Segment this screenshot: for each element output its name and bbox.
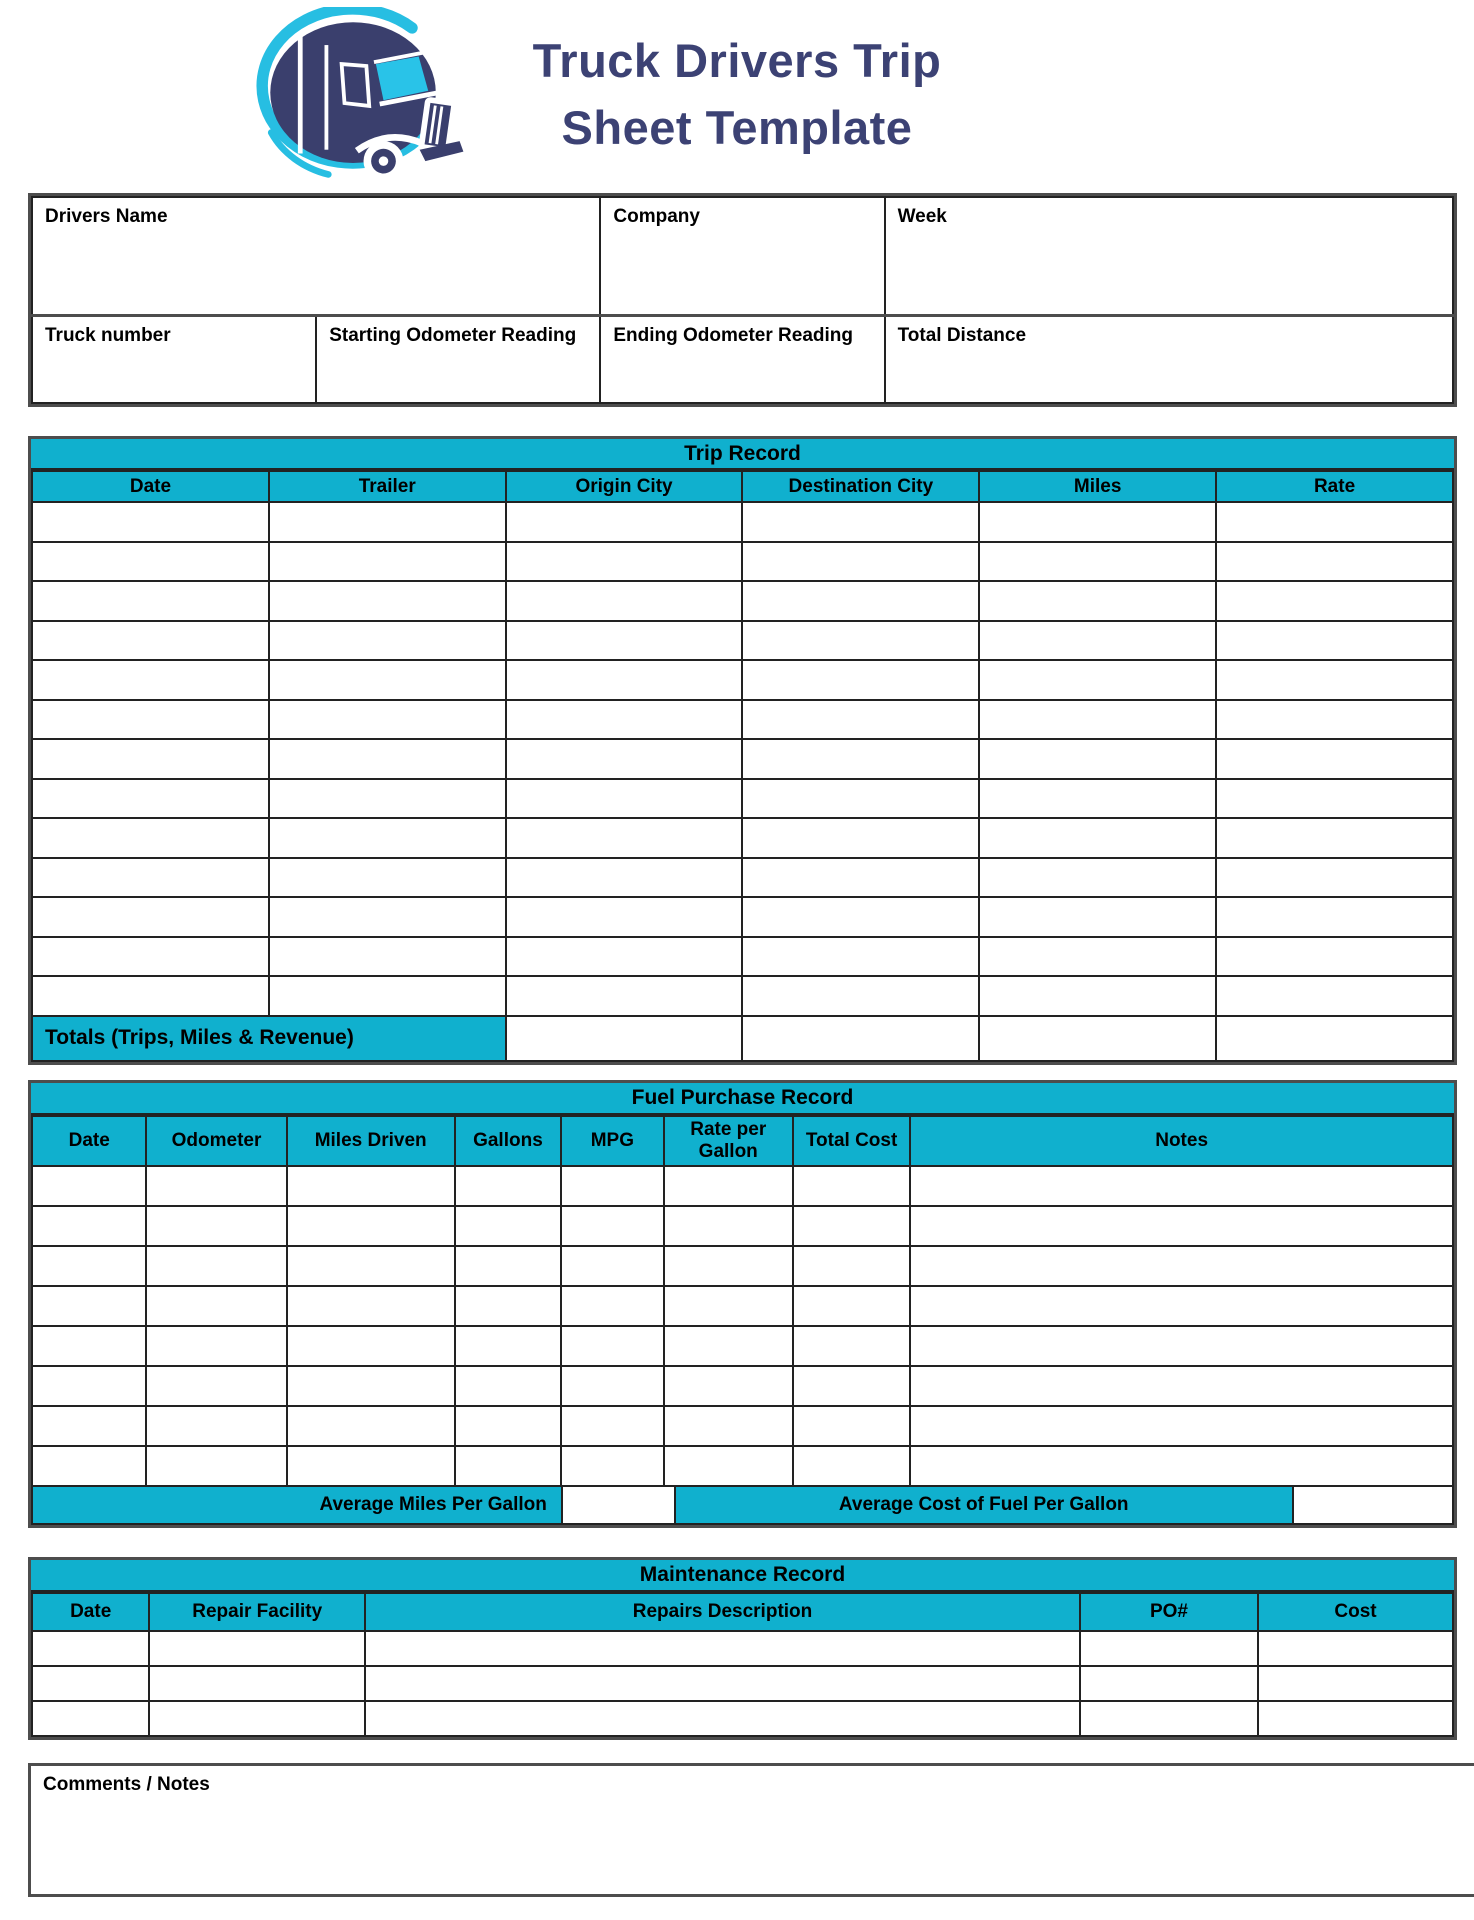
empty-cell[interactable] bbox=[287, 1286, 455, 1326]
empty-cell[interactable] bbox=[1216, 581, 1453, 621]
comments-notes-label: Comments / Notes bbox=[43, 1774, 210, 1795]
empty-cell[interactable] bbox=[664, 1406, 793, 1446]
empty-cell[interactable] bbox=[506, 542, 743, 582]
empty-cell[interactable] bbox=[664, 1286, 793, 1326]
driver-info-table bbox=[28, 193, 1457, 407]
empty-cell[interactable] bbox=[269, 779, 506, 819]
empty-cell[interactable] bbox=[32, 1286, 146, 1326]
empty-cell[interactable] bbox=[32, 1206, 146, 1246]
empty-cell[interactable] bbox=[664, 1206, 793, 1246]
empty-cell[interactable] bbox=[146, 1326, 286, 1366]
empty-cell[interactable] bbox=[742, 542, 979, 582]
starting-odometer-label: Starting Odometer Reading bbox=[329, 324, 577, 346]
empty-cell[interactable] bbox=[455, 1206, 561, 1246]
drivers-name-field[interactable] bbox=[32, 197, 600, 315]
page-title-line2: Sheet Template bbox=[561, 101, 913, 154]
empty-cell[interactable] bbox=[979, 1016, 1216, 1061]
empty-cell[interactable] bbox=[269, 739, 506, 779]
col-header-miles-driven: Miles Driven bbox=[287, 1116, 455, 1166]
total-distance-label: Total Distance bbox=[897, 324, 1027, 346]
empty-cell[interactable] bbox=[910, 1446, 1453, 1486]
empty-cell[interactable] bbox=[979, 818, 1216, 858]
empty-cell[interactable] bbox=[32, 1166, 146, 1206]
empty-cell[interactable] bbox=[32, 1246, 146, 1286]
empty-cell[interactable] bbox=[979, 581, 1216, 621]
empty-cell[interactable] bbox=[1216, 502, 1453, 542]
empty-cell[interactable] bbox=[561, 1206, 663, 1246]
empty-cell[interactable] bbox=[146, 1286, 286, 1326]
empty-cell[interactable] bbox=[742, 1016, 979, 1061]
col-header-trailer: Trailer bbox=[269, 471, 506, 502]
avg-fuel-cost-label: Average Cost of Fuel Per Gallon bbox=[676, 1487, 1292, 1523]
empty-cell[interactable] bbox=[742, 700, 979, 740]
table-row bbox=[32, 1366, 1453, 1406]
empty-cell[interactable] bbox=[146, 1206, 286, 1246]
col-header-mpg: MPG bbox=[561, 1116, 663, 1166]
col-header-rate: Rate bbox=[1216, 471, 1453, 502]
empty-cell[interactable] bbox=[365, 1701, 1080, 1736]
empty-cell[interactable] bbox=[1216, 700, 1453, 740]
empty-cell[interactable] bbox=[506, 581, 743, 621]
empty-cell[interactable] bbox=[506, 739, 743, 779]
empty-cell[interactable] bbox=[561, 1166, 663, 1206]
empty-cell[interactable] bbox=[146, 1446, 286, 1486]
table-row bbox=[32, 858, 1453, 898]
empty-cell[interactable] bbox=[365, 1666, 1080, 1701]
empty-cell[interactable] bbox=[664, 1166, 793, 1206]
empty-cell[interactable] bbox=[32, 700, 269, 740]
empty-cell[interactable] bbox=[32, 660, 269, 700]
table-row bbox=[32, 315, 1453, 403]
empty-cell[interactable] bbox=[32, 542, 269, 582]
empty-cell[interactable] bbox=[979, 700, 1216, 740]
empty-cell[interactable] bbox=[1216, 818, 1453, 858]
empty-cell[interactable] bbox=[1080, 1666, 1258, 1701]
table-row bbox=[32, 542, 1453, 582]
table-row bbox=[32, 1666, 1453, 1701]
empty-cell[interactable] bbox=[32, 937, 269, 977]
empty-cell[interactable] bbox=[32, 976, 269, 1016]
col-header-date: Date bbox=[32, 1593, 149, 1631]
col-header-cost: Cost bbox=[1258, 1593, 1453, 1631]
empty-cell[interactable] bbox=[742, 581, 979, 621]
empty-cell[interactable] bbox=[506, 976, 743, 1016]
fuel-purchase-table bbox=[28, 1080, 1457, 1528]
empty-cell[interactable] bbox=[561, 1406, 663, 1446]
empty-cell[interactable] bbox=[146, 1246, 286, 1286]
empty-cell[interactable] bbox=[455, 1366, 561, 1406]
empty-cell[interactable] bbox=[455, 1246, 561, 1286]
comments-notes-field[interactable] bbox=[28, 1763, 1474, 1897]
empty-cell[interactable] bbox=[1216, 1016, 1453, 1061]
page-title-line1: Truck Drivers Trip bbox=[532, 34, 942, 88]
empty-cell[interactable] bbox=[506, 1016, 743, 1061]
empty-cell[interactable] bbox=[32, 1406, 146, 1446]
empty-cell[interactable] bbox=[979, 897, 1216, 937]
empty-cell[interactable] bbox=[1216, 897, 1453, 937]
empty-cell[interactable] bbox=[742, 660, 979, 700]
empty-cell[interactable] bbox=[979, 976, 1216, 1016]
empty-cell[interactable] bbox=[793, 1326, 910, 1366]
table-row bbox=[32, 700, 1453, 740]
empty-cell[interactable] bbox=[1216, 779, 1453, 819]
empty-cell[interactable] bbox=[664, 1326, 793, 1366]
table-row bbox=[32, 1206, 1453, 1246]
empty-cell[interactable] bbox=[269, 897, 506, 937]
table-row bbox=[32, 1286, 1453, 1326]
empty-cell[interactable] bbox=[793, 1366, 910, 1406]
empty-cell[interactable] bbox=[1216, 858, 1453, 898]
table-row bbox=[32, 897, 1453, 937]
empty-cell[interactable] bbox=[1216, 976, 1453, 1016]
trip-record-title: Trip Record bbox=[31, 439, 1454, 470]
col-header-destination-city: Destination City bbox=[742, 471, 979, 502]
empty-cell[interactable] bbox=[742, 818, 979, 858]
fuel-header-row bbox=[32, 1116, 1453, 1166]
col-header-odometer: Odometer bbox=[146, 1116, 286, 1166]
empty-cell[interactable] bbox=[979, 660, 1216, 700]
empty-cell[interactable] bbox=[910, 1206, 1453, 1246]
empty-cell[interactable] bbox=[910, 1406, 1453, 1446]
empty-cell[interactable] bbox=[146, 1406, 286, 1446]
empty-cell[interactable] bbox=[32, 581, 269, 621]
empty-cell[interactable] bbox=[561, 1366, 663, 1406]
empty-cell[interactable] bbox=[269, 581, 506, 621]
empty-cell[interactable] bbox=[1258, 1701, 1453, 1736]
empty-cell[interactable] bbox=[146, 1166, 286, 1206]
empty-cell[interactable] bbox=[287, 1326, 455, 1366]
empty-cell[interactable] bbox=[506, 779, 743, 819]
empty-cell[interactable] bbox=[287, 1406, 455, 1446]
empty-cell[interactable] bbox=[455, 1446, 561, 1486]
empty-cell[interactable] bbox=[1216, 739, 1453, 779]
empty-cell[interactable] bbox=[149, 1666, 365, 1701]
table-row bbox=[32, 779, 1453, 819]
empty-cell[interactable] bbox=[32, 779, 269, 819]
table-row bbox=[32, 937, 1453, 977]
ending-odometer-label: Ending Odometer Reading bbox=[613, 324, 853, 346]
empty-cell[interactable] bbox=[287, 1166, 455, 1206]
table-row bbox=[32, 660, 1453, 700]
empty-cell[interactable] bbox=[32, 739, 269, 779]
truck-number-label: Truck number bbox=[45, 324, 171, 346]
empty-cell[interactable] bbox=[793, 1206, 910, 1246]
empty-cell[interactable] bbox=[32, 1326, 146, 1366]
empty-cell[interactable] bbox=[664, 1246, 793, 1286]
col-header-origin-city: Origin City bbox=[506, 471, 743, 502]
empty-cell[interactable] bbox=[455, 1286, 561, 1326]
week-field[interactable] bbox=[885, 197, 1453, 315]
empty-cell[interactable] bbox=[269, 502, 506, 542]
maintenance-table bbox=[28, 1557, 1457, 1740]
empty-cell[interactable] bbox=[32, 621, 269, 661]
trip-record-table bbox=[28, 436, 1457, 1065]
total-distance-field[interactable] bbox=[885, 315, 1453, 403]
empty-cell[interactable] bbox=[793, 1286, 910, 1326]
empty-cell[interactable] bbox=[269, 542, 506, 582]
empty-cell[interactable] bbox=[149, 1701, 365, 1736]
empty-cell[interactable] bbox=[506, 621, 743, 661]
table-row bbox=[32, 976, 1453, 1016]
col-header-rate-per-gallon: Rate per Gallon bbox=[664, 1116, 793, 1166]
table-row bbox=[32, 739, 1453, 779]
empty-cell[interactable] bbox=[793, 1406, 910, 1446]
empty-cell[interactable] bbox=[979, 739, 1216, 779]
col-header-date: Date bbox=[32, 471, 269, 502]
empty-cell[interactable] bbox=[269, 937, 506, 977]
empty-cell[interactable] bbox=[506, 660, 743, 700]
empty-cell[interactable] bbox=[561, 1246, 663, 1286]
empty-cell[interactable] bbox=[1216, 660, 1453, 700]
empty-cell[interactable] bbox=[1216, 937, 1453, 977]
empty-cell[interactable] bbox=[910, 1286, 1453, 1326]
empty-cell[interactable] bbox=[979, 502, 1216, 542]
empty-cell[interactable] bbox=[365, 1631, 1080, 1666]
col-header-notes: Notes bbox=[910, 1116, 1453, 1166]
starting-odometer-field[interactable] bbox=[316, 315, 600, 403]
truck-number-field[interactable] bbox=[32, 315, 316, 403]
empty-cell[interactable] bbox=[561, 1286, 663, 1326]
company-label: Company bbox=[613, 206, 700, 227]
empty-cell[interactable] bbox=[269, 660, 506, 700]
table-row bbox=[32, 1701, 1453, 1736]
empty-cell[interactable] bbox=[742, 937, 979, 977]
col-header-gallons: Gallons bbox=[455, 1116, 561, 1166]
empty-cell[interactable] bbox=[1258, 1631, 1453, 1666]
empty-cell[interactable] bbox=[979, 858, 1216, 898]
empty-cell[interactable] bbox=[32, 502, 269, 542]
empty-cell[interactable] bbox=[506, 897, 743, 937]
empty-cell[interactable] bbox=[32, 1631, 149, 1666]
table-row bbox=[32, 1406, 1453, 1446]
empty-cell[interactable] bbox=[910, 1366, 1453, 1406]
fuel-averages-row bbox=[32, 1486, 1453, 1524]
company-field[interactable] bbox=[600, 197, 884, 315]
empty-cell[interactable] bbox=[793, 1166, 910, 1206]
table-row bbox=[32, 581, 1453, 621]
empty-cell[interactable] bbox=[561, 1446, 663, 1486]
fuel-purchase-title: Fuel Purchase Record bbox=[31, 1083, 1454, 1115]
empty-cell[interactable] bbox=[146, 1366, 286, 1406]
empty-cell[interactable] bbox=[979, 621, 1216, 661]
empty-cell[interactable] bbox=[664, 1446, 793, 1486]
empty-cell[interactable] bbox=[32, 897, 269, 937]
empty-cell[interactable] bbox=[1216, 542, 1453, 582]
empty-cell[interactable] bbox=[979, 937, 1216, 977]
empty-cell[interactable] bbox=[910, 1326, 1453, 1366]
ending-odometer-field[interactable] bbox=[600, 315, 884, 403]
table-row bbox=[32, 1631, 1453, 1666]
col-header-miles: Miles bbox=[979, 471, 1216, 502]
table-row bbox=[32, 621, 1453, 661]
empty-cell[interactable] bbox=[455, 1166, 561, 1206]
empty-cell[interactable] bbox=[910, 1246, 1453, 1286]
empty-cell[interactable] bbox=[32, 1666, 149, 1701]
table-row bbox=[32, 1446, 1453, 1486]
empty-cell[interactable] bbox=[742, 897, 979, 937]
empty-cell[interactable] bbox=[742, 779, 979, 819]
trip-totals-label: Totals (Trips, Miles & Revenue) bbox=[32, 1016, 506, 1061]
empty-cell[interactable] bbox=[910, 1166, 1453, 1206]
empty-cell[interactable] bbox=[32, 818, 269, 858]
table-row bbox=[32, 818, 1453, 858]
empty-cell[interactable] bbox=[32, 1446, 146, 1486]
empty-cell[interactable] bbox=[742, 621, 979, 661]
col-header-date: Date bbox=[32, 1116, 146, 1166]
empty-cell[interactable] bbox=[742, 739, 979, 779]
empty-cell[interactable] bbox=[793, 1446, 910, 1486]
empty-cell[interactable] bbox=[287, 1366, 455, 1406]
empty-cell[interactable] bbox=[455, 1406, 561, 1446]
avg-mpg-value-cell[interactable] bbox=[561, 1487, 676, 1523]
avg-fuel-cost-value-cell[interactable] bbox=[1292, 1487, 1452, 1523]
maintenance-title: Maintenance Record bbox=[31, 1560, 1454, 1592]
empty-cell[interactable] bbox=[742, 858, 979, 898]
table-row bbox=[32, 502, 1453, 542]
maintenance-header-row bbox=[32, 1593, 1453, 1631]
empty-cell[interactable] bbox=[506, 700, 743, 740]
empty-cell[interactable] bbox=[979, 779, 1216, 819]
empty-cell[interactable] bbox=[32, 858, 269, 898]
empty-cell[interactable] bbox=[269, 621, 506, 661]
empty-cell[interactable] bbox=[1080, 1701, 1258, 1736]
empty-cell[interactable] bbox=[269, 976, 506, 1016]
empty-cell[interactable] bbox=[269, 818, 506, 858]
empty-cell[interactable] bbox=[664, 1366, 793, 1406]
truck-logo-icon bbox=[230, 7, 478, 183]
col-header-repairs-description: Repairs Description bbox=[365, 1593, 1080, 1631]
empty-cell[interactable] bbox=[287, 1206, 455, 1246]
page-title bbox=[492, 28, 982, 161]
empty-cell[interactable] bbox=[742, 502, 979, 542]
empty-cell[interactable] bbox=[32, 1701, 149, 1736]
empty-cell[interactable] bbox=[979, 542, 1216, 582]
table-row bbox=[32, 1326, 1453, 1366]
col-header-repair-facility: Repair Facility bbox=[149, 1593, 365, 1631]
trip-totals-row bbox=[32, 1016, 1453, 1061]
empty-cell[interactable] bbox=[506, 937, 743, 977]
empty-cell[interactable] bbox=[455, 1326, 561, 1366]
col-header-total-cost: Total Cost bbox=[793, 1116, 910, 1166]
empty-cell[interactable] bbox=[506, 818, 743, 858]
empty-cell[interactable] bbox=[269, 700, 506, 740]
empty-cell[interactable] bbox=[793, 1246, 910, 1286]
table-row bbox=[32, 197, 1453, 315]
empty-cell[interactable] bbox=[149, 1631, 365, 1666]
col-header-po-number: PO# bbox=[1080, 1593, 1258, 1631]
table-row bbox=[32, 1166, 1453, 1206]
trip-header-row bbox=[32, 471, 1453, 502]
empty-cell[interactable] bbox=[506, 858, 743, 898]
empty-cell[interactable] bbox=[1080, 1631, 1258, 1666]
empty-cell[interactable] bbox=[506, 502, 743, 542]
empty-cell[interactable] bbox=[561, 1326, 663, 1366]
drivers-name-label: Drivers Name bbox=[45, 206, 168, 227]
brand-header bbox=[230, 6, 990, 184]
avg-mpg-label: Average Miles Per Gallon bbox=[33, 1487, 561, 1523]
empty-cell[interactable] bbox=[742, 976, 979, 1016]
empty-cell[interactable] bbox=[287, 1446, 455, 1486]
table-row bbox=[32, 1246, 1453, 1286]
empty-cell[interactable] bbox=[1216, 621, 1453, 661]
empty-cell[interactable] bbox=[269, 858, 506, 898]
week-label: Week bbox=[897, 206, 947, 227]
empty-cell[interactable] bbox=[287, 1246, 455, 1286]
empty-cell[interactable] bbox=[1258, 1666, 1453, 1701]
empty-cell[interactable] bbox=[32, 1366, 146, 1406]
